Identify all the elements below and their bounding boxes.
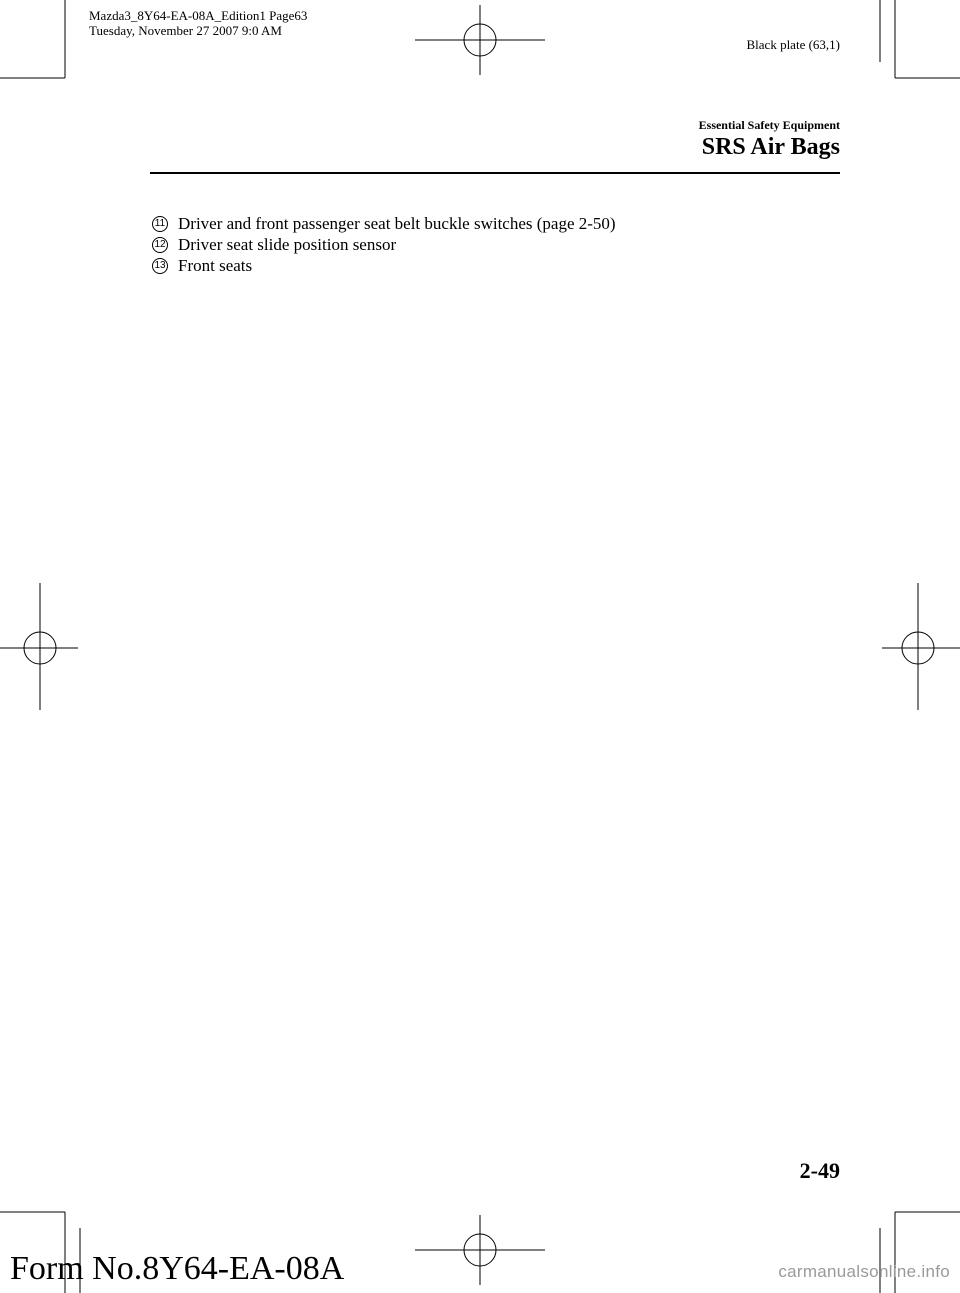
section-label: Essential Safety Equipment (698, 118, 840, 132)
header-rule (150, 172, 840, 174)
section-title: SRS Air Bags (701, 134, 840, 160)
print-date-line: Tuesday, November 27 2007 9:0 AM (89, 23, 282, 38)
list-item (152, 234, 616, 255)
list-item-text: Front seats (178, 256, 253, 275)
plate-info: Black plate (63,1) (746, 37, 840, 52)
circled-number-icon: 11 (152, 216, 168, 232)
page-number: 2-49 (799, 1158, 840, 1183)
circled-number-icon: 13 (152, 258, 168, 274)
list-item (152, 213, 616, 234)
print-job-line: Mazda3_8Y64-EA-08A_Edition1 Page63 (89, 8, 308, 23)
list-item (152, 255, 616, 276)
list-item-text: Driver and front passenger seat belt buckle switches (page 2-50) (178, 214, 616, 233)
watermark: carmanualsonline.info (778, 1262, 950, 1281)
circled-number-icon: 12 (152, 237, 168, 253)
list-item-text: Driver seat slide position sensor (178, 235, 397, 254)
component-list (152, 213, 616, 276)
print-job-info (89, 8, 307, 38)
form-number: Form No.8Y64-EA-08A (10, 1250, 345, 1287)
